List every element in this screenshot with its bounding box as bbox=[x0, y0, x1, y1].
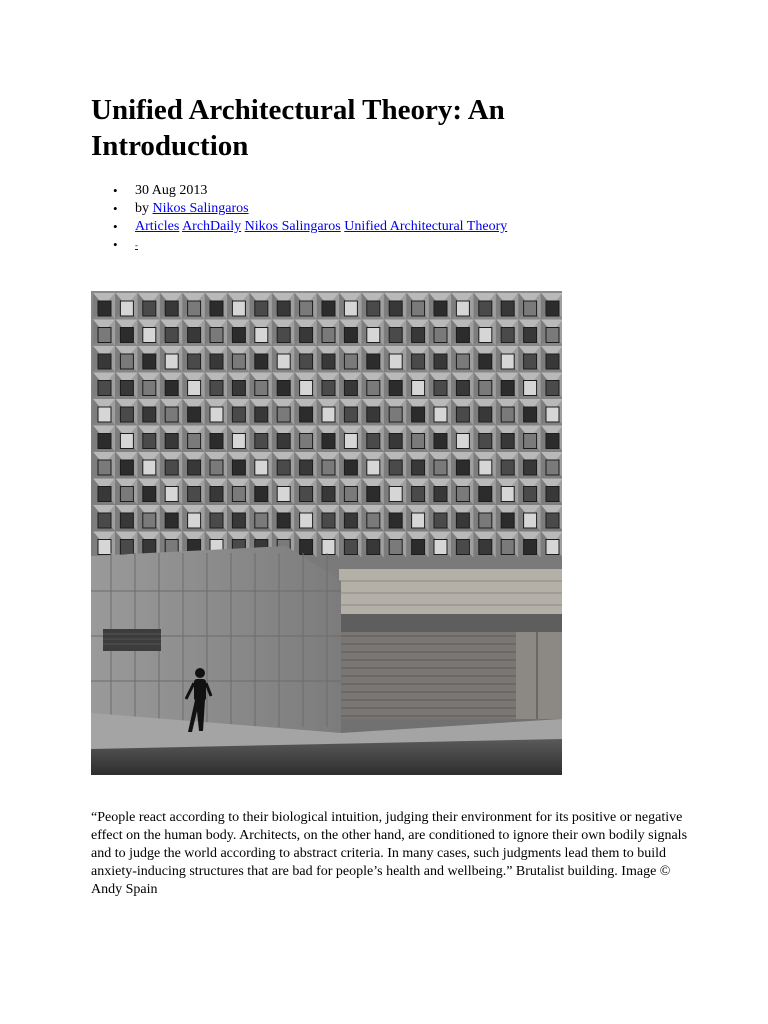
byline-prefix: by bbox=[135, 201, 153, 216]
date-text: 30 Aug 2013 bbox=[135, 183, 208, 198]
tag-link-nikos-salingaros[interactable]: Nikos Salingaros bbox=[244, 219, 341, 234]
building-illustration bbox=[91, 291, 562, 775]
article-meta-list bbox=[91, 182, 507, 254]
meta-empty-link bbox=[91, 236, 507, 254]
empty-link[interactable]: - bbox=[135, 240, 138, 250]
tag-link-archdaily[interactable]: ArchDaily bbox=[182, 219, 242, 234]
image-caption: “People react according to their biological intuition, judging their environment for its positive or negative effect on the human body. Architects, on the other hand, are conditioned to ignore their own bodily signals and to judge the world according to abstract criteria. In many cases, such judgments lead them to build anxiety-inducing structures that are bad for people’s health and wellbeing.” Brutalist building. Image © Andy Spain bbox=[91, 810, 688, 897]
brutalist-building-photo bbox=[91, 291, 562, 775]
tag-link-articles[interactable]: Articles bbox=[135, 219, 180, 234]
tag-link-unified-architectural-theory[interactable]: Unified Architectural Theory bbox=[344, 219, 508, 234]
meta-byline bbox=[91, 200, 507, 218]
author-link[interactable]: Nikos Salingaros bbox=[152, 201, 249, 216]
meta-date bbox=[91, 182, 507, 200]
article-title: Unified Architectural Theory: An Introduction bbox=[91, 94, 505, 162]
meta-tags bbox=[91, 218, 507, 236]
